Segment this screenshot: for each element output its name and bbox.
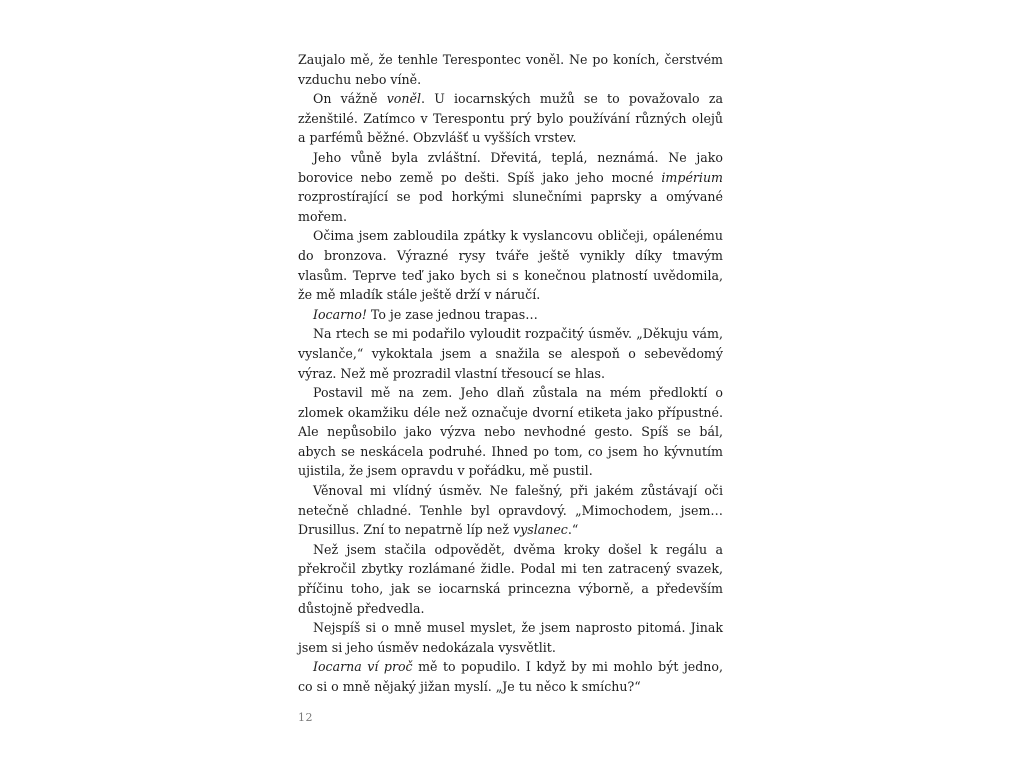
text-run: Očima jsem zabloudila zpátky k vyslancovu obličeji, opálenému do bronzova. Výrazné rysy tváře ještě vynikly díky tmavým vlasům. Teprve teď jako bych si s konečnou platností uvědomila, že mě mladík stále ještě drží v náručí. <box>298 228 723 303</box>
paragraph <box>298 50 723 89</box>
paragraph <box>298 89 723 148</box>
paragraph <box>298 148 723 226</box>
paragraph <box>298 226 723 304</box>
text-run: Věnoval mi vlídný úsměv. Ne falešný, při jakém zůstávají oči netečně chladné. Tenhle byl opravdový. „Mimochodem, jsem… Drusillus. Zní to nepatrně líp než <box>298 483 723 538</box>
text-run: Na rtech se mi podařilo vyloudit rozpačitý úsměv. „Děkuju vám, vyslanče,“ vykoktala jsem a snažila se alespoň o sebevědomý výraz. Než mě prozradil vlastní třesoucí se hlas. <box>298 326 723 381</box>
paragraph <box>298 305 723 325</box>
text-run: .“ <box>567 522 579 538</box>
italic-text: voněl <box>386 91 421 107</box>
text-run: Než jsem stačila odpovědět, dvěma kroky došel k regálu a překročil zbytky rozlámané židle. Podal mi ten zatracený svazek, příčinu toho, jak se iocarnská princezna výborně, a především důstojně předvedla. <box>298 541 723 616</box>
paragraph <box>298 383 723 481</box>
italic-text: vyslanec <box>513 522 568 538</box>
page-number: 12 <box>298 711 313 724</box>
italic-text: Iocarna ví proč <box>313 659 413 675</box>
paragraph <box>298 324 723 383</box>
text-run: mě to popudilo. I když by mi mohlo být jedno, co si o mně nějaký jižan myslí. „Je tu něco k smíchu?“ <box>298 659 724 694</box>
text-run: rozprostírající se pod horkými slunečními paprsky a omývané mořem. <box>298 189 723 224</box>
italic-text: Iocarno! <box>313 306 367 322</box>
text-run: Jeho vůně byla zvláštní. Dřevitá, teplá, neznámá. Ne jako borovice nebo země po dešti. Spíš jako jeho mocné <box>298 149 723 185</box>
text-run: . U iocarnských mužů se to považovalo za zženštilé. Zatímco v Terespontu prý bylo používání různých olejů a parfémů běžné. Obzvlášť u vyšších vrstev. <box>298 91 723 146</box>
text-run: Postavil mě na zem. Jeho dlaň zůstala na mém předloktí o zlomek okamžiku déle než označuje dvorní etiketa jako přípustné. Ale nepůsobilo jako výzva nebo nevhodné gesto. Spíš se bál, abych se neskácela podruhé. Ihned po tom, co jsem ho kývnutím ujistila, že jsem opravdu v pořádku, mě pustil. <box>298 385 723 479</box>
paragraph <box>298 481 723 540</box>
paragraph <box>298 540 723 618</box>
italic-text: impérium <box>661 169 723 185</box>
text-run: Zaujalo mě, že tenhle Terespontec voněl. Ne po koních, čerstvém vzduchu nebo víně. <box>298 52 723 87</box>
paragraph <box>298 618 723 657</box>
body-text <box>298 50 723 697</box>
paragraph <box>298 657 723 696</box>
text-run: Nejspíš si o mně musel myslet, že jsem naprosto pitomá. Jinak jsem si jeho úsměv nedokázala vysvětlit. <box>298 620 723 655</box>
text-run: To je zase jednou trapas… <box>366 306 538 322</box>
text-run: On vážně <box>313 91 387 107</box>
